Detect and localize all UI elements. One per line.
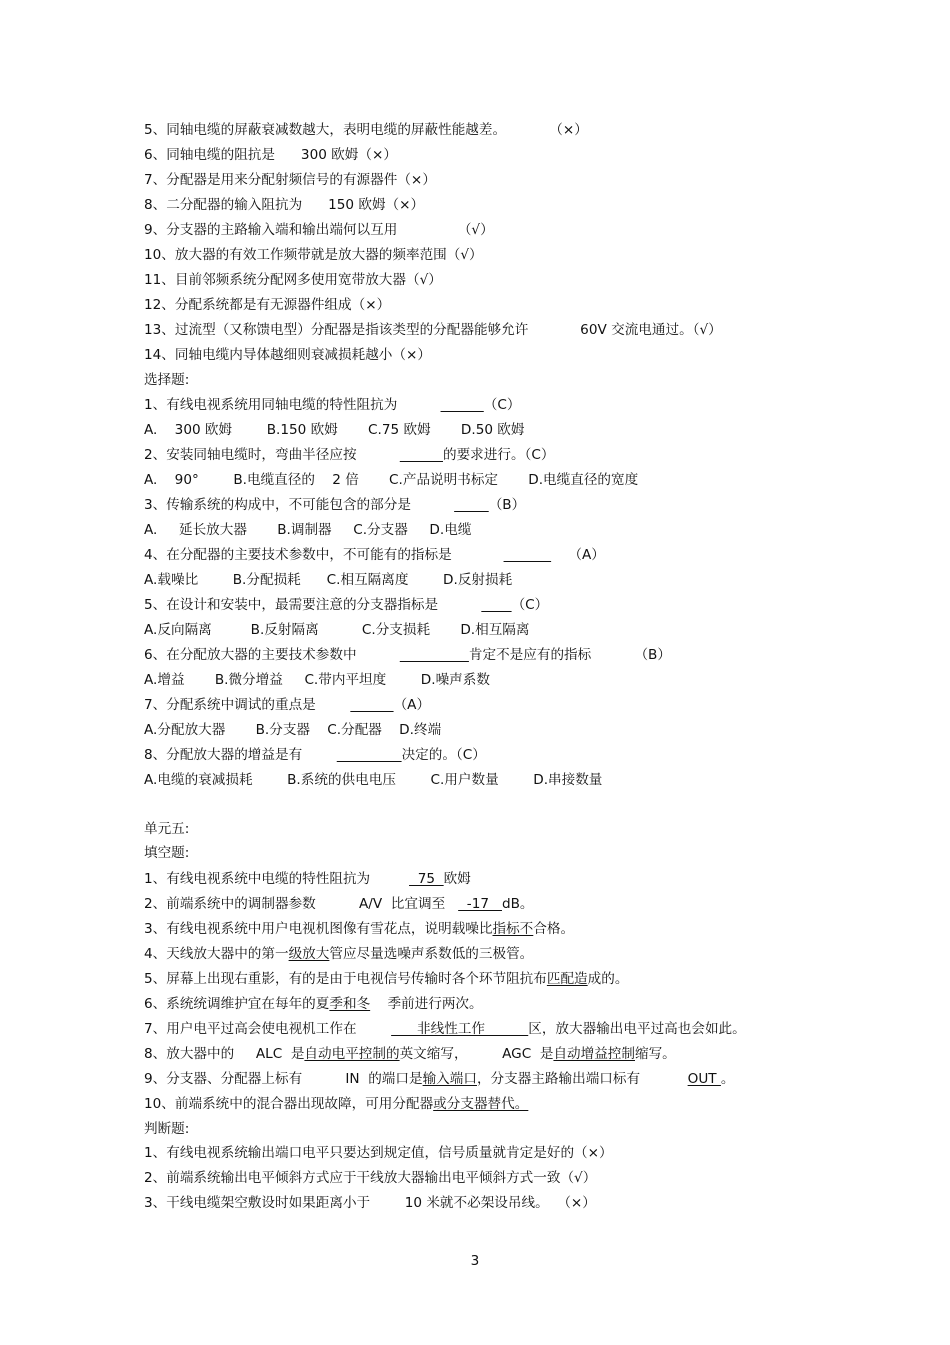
choice-options: A.分配放大器 B.分支器 C.分配器 D.终端	[144, 722, 442, 738]
fill-text: 6、系统统调维护宜在每年的夏	[144, 996, 330, 1012]
fill-item	[144, 1067, 934, 1091]
fill-item	[144, 992, 934, 1016]
question-text: 8、分配放大器的增益是有	[144, 747, 337, 763]
question-text: 2、安装同轴电缆时，弯曲半径应按	[144, 447, 400, 463]
choice-question	[144, 493, 934, 517]
question-text-tail: 决定的。（C）	[401, 747, 486, 763]
fill-text-mid: ，分支器主路输出端口标有	[476, 1071, 688, 1087]
fill-item	[144, 942, 934, 966]
judge-item: 7、分配器是用来分配射频信号的有源器件（×）	[144, 172, 436, 188]
fill-text: 1、有线电视系统中电缆的特性阻抗为	[144, 871, 410, 887]
fill-text-tail: 欧姆	[443, 871, 471, 887]
choice-options: A. 延长放大器 B.调制器 C.分支器 D.电缆	[144, 522, 472, 538]
judge-heading: 判断题:	[144, 1121, 190, 1137]
choice-options: A.电缆的衰减损耗 B.系统的供电电压 C.用户数量 D.串接数量	[144, 772, 603, 788]
question-text: 5、在设计和安装中，最需要注意的分支器指标是	[144, 597, 482, 613]
fill-item	[144, 892, 934, 916]
fill-text-tail: 合格。	[533, 921, 575, 937]
fill-text: 3、有线电视系统中用户电视机图像有雪花点，说明载噪比	[144, 921, 493, 937]
answer-blank	[481, 597, 511, 613]
fill-answer: 匹配造	[546, 971, 588, 987]
fill-heading: 填空题:	[144, 845, 190, 861]
fill-answer: 75	[409, 871, 444, 887]
fill-text: 2、前端系统中的调制器参数 A/V 比宜调至	[144, 896, 459, 912]
judge-item: 6、同轴电缆的阻抗是 300 欧姆（×）	[144, 147, 397, 163]
choice-question	[144, 443, 934, 467]
fill-text: 10、前端系统中的混合器出现故障，可用分配器	[144, 1096, 434, 1112]
judge-item: 12、分配系统都是有无源器件组成（×）	[144, 297, 391, 313]
question-text: 3、传输系统的构成中，不可能包含的部分是	[144, 497, 455, 513]
fill-answer: 自动增益控制	[553, 1046, 635, 1062]
fill-text-tail: 缩写。	[635, 1046, 676, 1062]
fill-text-tail: dB。	[501, 896, 534, 912]
answer-blank	[400, 447, 443, 463]
fill-answer: 输入端口	[422, 1071, 477, 1087]
choice-options: A.增益 B.微分增益 C.带内平坦度 D.噪声系数	[144, 672, 490, 688]
judge-item: 5、同轴电缆的屏蔽衰减数越大，表明电缆的屏蔽性能越差。 （×）	[144, 122, 588, 138]
question-text-tail: （A）	[393, 697, 431, 713]
fill-item	[144, 1017, 934, 1041]
fill-answer: 指标不	[492, 921, 534, 937]
choice-question	[144, 593, 934, 617]
question-text-tail: 的要求进行。（C）	[442, 447, 555, 463]
fill-item	[144, 1042, 934, 1066]
fill-text-tail: 区，放大器输出电平过高也会如此。	[528, 1021, 746, 1037]
fill-text: 9、分支器、分配器上标有 IN 的端口是	[144, 1071, 423, 1087]
fill-answer: 自动电平控制的	[304, 1046, 400, 1062]
judge-item: 3、干线电缆架空敷设时如果距离小于 10 米就不必架设吊线。 （×）	[144, 1195, 596, 1211]
choice-options: A.反向隔离 B.反射隔离 C.分支损耗 D.相互隔离	[144, 622, 530, 638]
fill-answer: OUT	[687, 1071, 721, 1087]
fill-item	[144, 1092, 934, 1116]
fill-text: 4、天线放大器中的第一	[144, 946, 289, 962]
question-text: 6、在分配放大器的主要技术参数中	[144, 647, 400, 663]
choice-question	[144, 393, 934, 417]
choice-question	[144, 543, 934, 567]
fill-text-mid: 英文缩写， AGC 是	[399, 1046, 554, 1062]
choice-question	[144, 693, 934, 717]
fill-answer: -17	[458, 896, 502, 912]
fill-answer: 或分支器替代。	[433, 1096, 529, 1112]
fill-answer: 季和冬	[329, 996, 371, 1012]
fill-text: 5、屏幕上出现右重影，有的是由于电视信号传输时各个环节阻抗布	[144, 971, 547, 987]
judge-item: 10、放大器的有效工作频带就是放大器的频率范围（√）	[144, 247, 483, 263]
fill-text: 7、用户电平过高会使电视机工作在	[144, 1021, 392, 1037]
judge-item: 2、前端系统输出电平倾斜方式应于干线放大器输出电平倾斜方式一致（√）	[144, 1170, 597, 1186]
question-text-tail: 肯定不是应有的指标 （B）	[468, 647, 671, 663]
question-text-tail: （A）	[551, 547, 605, 563]
question-text: 7、分配系统中调试的重点是	[144, 697, 351, 713]
fill-text-tail: 成的。	[587, 971, 629, 987]
choice-options: A.载噪比 B.分配损耗 C.相互隔离度 D.反射损耗	[144, 572, 513, 588]
judge-item: 11、目前邻频系统分配网多使用宽带放大器（√）	[144, 272, 442, 288]
choice-options: A. 90° B.电缆直径的 2 倍 C.产品说明书标定 D.电缆直径的宽度	[144, 472, 639, 488]
fill-answer: 非线性工作	[391, 1021, 529, 1037]
judge-item: 13、过流型（又称馈电型）分配器是指该类型的分配器能够允许 60V 交流电通过。（√）	[144, 322, 722, 338]
page-number: 3	[470, 1253, 480, 1269]
fill-text-tail: 季前进行两次。	[370, 996, 483, 1012]
choice-question	[144, 643, 934, 667]
fill-item	[144, 867, 934, 891]
fill-text-tail: 。	[720, 1071, 735, 1087]
answer-blank	[441, 397, 484, 413]
question-text-tail: （B）	[488, 497, 526, 513]
judge-item: 8、二分配器的输入阻抗为 150 欧姆（×）	[144, 197, 425, 213]
judge-item: 1、有线电视系统输出端口电平只要达到规定值，信号质量就肯定是好的（×）	[144, 1145, 613, 1161]
choice-question	[144, 743, 934, 767]
question-text: 4、在分配器的主要技术参数中，不可能有的指标是	[144, 547, 504, 563]
unit-heading: 单元五:	[144, 821, 190, 837]
question-text-tail: （C）	[483, 397, 521, 413]
question-text: 1、有线电视系统用同轴电缆的特性阻抗为	[144, 397, 441, 413]
fill-text-tail: 管应尽量选噪声系数低的三极管。	[329, 946, 534, 962]
choice-heading: 选择题:	[144, 372, 190, 388]
fill-item	[144, 917, 934, 941]
judge-item: 9、分支器的主路输入端和输出端何以互用 （√）	[144, 222, 494, 238]
fill-item	[144, 967, 934, 991]
answer-blank	[504, 547, 552, 563]
answer-blank	[400, 647, 469, 663]
choice-options: A. 300 欧姆 B.150 欧姆 C.75 欧姆 D.50 欧姆	[144, 422, 525, 438]
fill-answer: 级放大	[288, 946, 330, 962]
judge-item: 14、同轴电缆内导体越细则衰减损耗越小（×）	[144, 347, 431, 363]
answer-blank	[337, 747, 402, 763]
answer-blank	[350, 697, 393, 713]
fill-text: 8、放大器中的 ALC 是	[144, 1046, 305, 1062]
question-text-tail: （C）	[511, 597, 549, 613]
answer-blank	[454, 497, 489, 513]
